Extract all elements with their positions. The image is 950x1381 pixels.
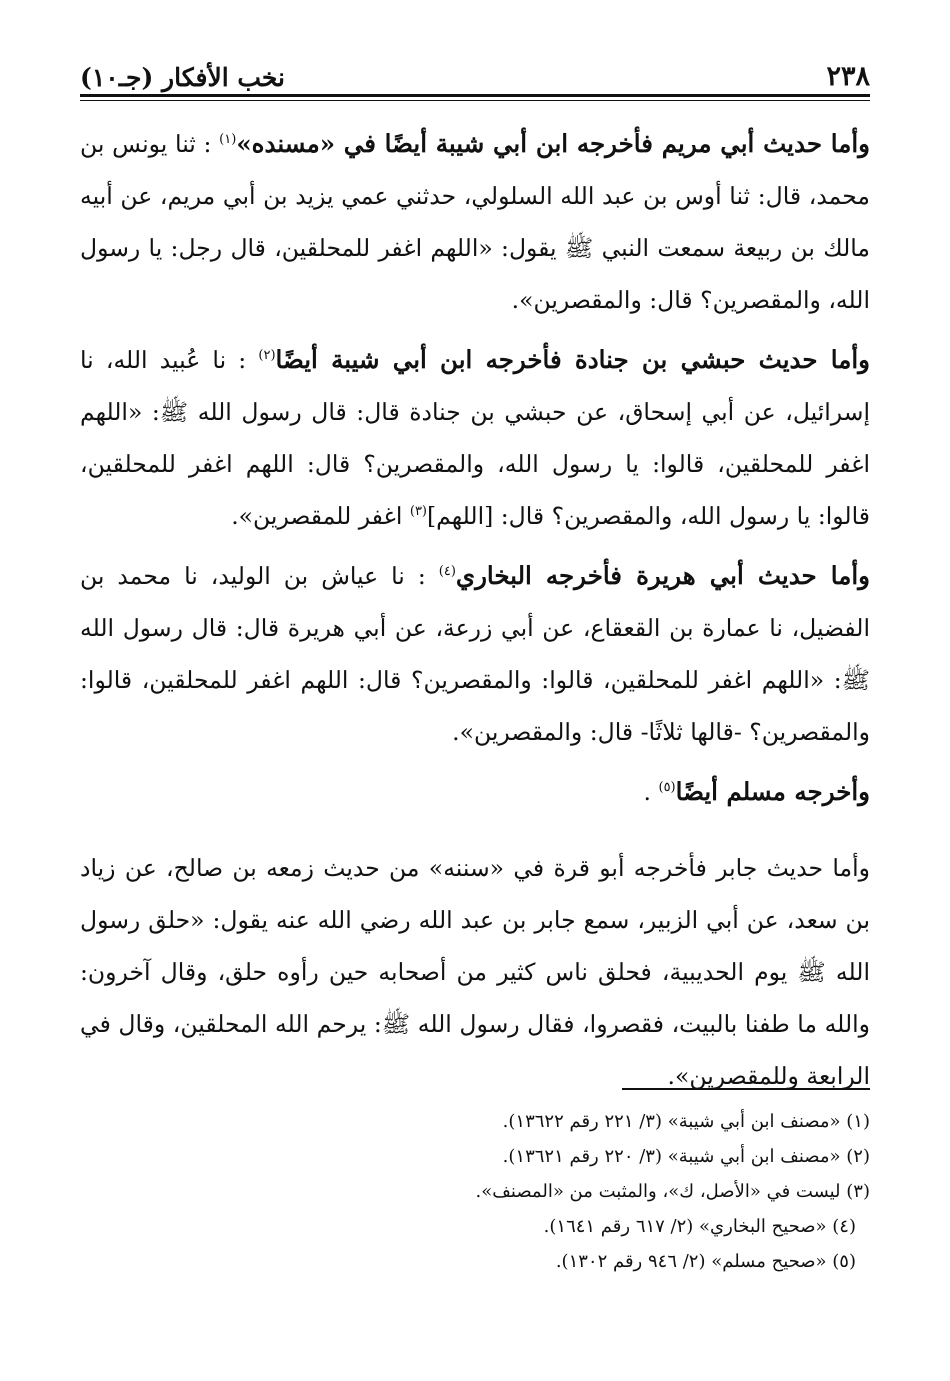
footnote-5: (٥) «صحيح مسلم» (٢/ ٩٤٦ رقم ١٣٠٢). — [555, 1251, 856, 1272]
paragraph-heading: وأما حديث أبي هريرة فأخرجه البخاري — [455, 561, 870, 590]
paragraph-body: : نا عياش بن الوليد، نا محمد بن الفضيل، نا عمارة بن القعقاع، عن أبي زرعة، عن أبي هريرة قال: قال رسول الله ﷺ: «اللهم اغفر للمحلقين، قالوا: والمقصرين؟ قال: اللهم اغفر للمحلقين، قالوا: والمقصرين؟ -قالها ثلاثًا- قال: والمقصرين». — [80, 562, 870, 746]
paragraph-heading: وأخرجه مسلم أيضًا — [675, 777, 870, 806]
paragraph-heading: وأما حديث حبشي بن جنادة فأخرجه ابن أبي شيبة أيضًا — [275, 345, 870, 374]
footnote-3: (٣) ليست في «الأصل، ك»، والمثبت من «المصنف». — [475, 1181, 870, 1202]
paragraph-body-end: اغفر للمقصرين». — [231, 502, 403, 530]
footnote-ref: (٣) — [409, 504, 427, 520]
paragraph-habashi — [80, 334, 870, 542]
running-title: نخب الأفكار (جـ١٠) — [80, 63, 286, 92]
paragraph-body: وأما حديث جابر فأخرجه أبو قرة في «سننه» من حديث زمعه بن صالح، عن زياد بن سعد، عن أبي الزبير، سمع جابر بن عبد الله رضي الله عنه يقول: «حلق رسول الله ﷺ يوم الحديبية، فحلق ناس كثير من أصحابه حين رأوه حلق، وقال آخرون: والله ما طفنا بالبيت، فقصروا، فقال رسول الله ﷺ: يرحم الله المحلقين، وقال في الرابعة وللمقصرين». — [80, 854, 870, 1090]
footnote-ref: (٥) — [658, 780, 676, 796]
footnote-ref: (١) — [219, 132, 237, 148]
paragraph-body: . — [643, 778, 651, 806]
main-text — [80, 118, 870, 1110]
header-rule-thick — [80, 94, 870, 97]
paragraph-abu-maryam — [80, 118, 870, 326]
footnotes — [80, 1104, 870, 1279]
paragraph-jabir — [80, 842, 870, 1102]
paragraph-body: : نا عُبيد الله، نا إسرائيل، عن أبي إسحاق، عن حبشي بن جنادة قال: قال رسول الله ﷺ: «اللهم اغفر للمحلقين، قالوا: يا رسول الله، والمقصرين؟ قال: اللهم اغفر للمحلقين، قالوا: يا رسول الله، والمقصرين؟ قال: [اللهم] — [80, 346, 870, 530]
header-rule-thin — [80, 100, 870, 101]
paragraph-abu-hurayra — [80, 550, 870, 758]
paragraph-muslim — [80, 766, 870, 818]
paragraph-body: : ثنا يونس بن محمد، قال: ثنا أوس بن عبد الله السلولي، حدثني عمي يزيد بن أبي مريم، عن أبيه مالك بن ربيعة سمعت النبي ﷺ يقول: «اللهم اغفر للمحلقين، قال رجل: يا رسول الله، والمقصرين؟ قال: والمقصرين». — [80, 130, 870, 314]
page-number: ٢٣٨ — [826, 61, 870, 92]
footnote-separator — [622, 1088, 870, 1090]
footnote-ref: (٤) — [438, 564, 456, 580]
paragraph-heading: وأما حديث أبي مريم فأخرجه ابن أبي شيبة أيضًا في «مسنده» — [236, 129, 870, 158]
footnote-1: (١) «مصنف ابن أبي شيبة» (٣/ ٢٢١ رقم ١٣٦٢٢). — [502, 1111, 870, 1132]
footnote-ref: (٢) — [258, 348, 276, 364]
footnote-2: (٢) «مصنف ابن أبي شيبة» (٣/ ٢٢٠ رقم ١٣٦٢١). — [502, 1146, 870, 1167]
footnote-4: (٤) «صحيح البخاري» (٢/ ٦١٧ رقم ١٦٤١). — [543, 1216, 856, 1237]
page-header — [80, 52, 870, 92]
